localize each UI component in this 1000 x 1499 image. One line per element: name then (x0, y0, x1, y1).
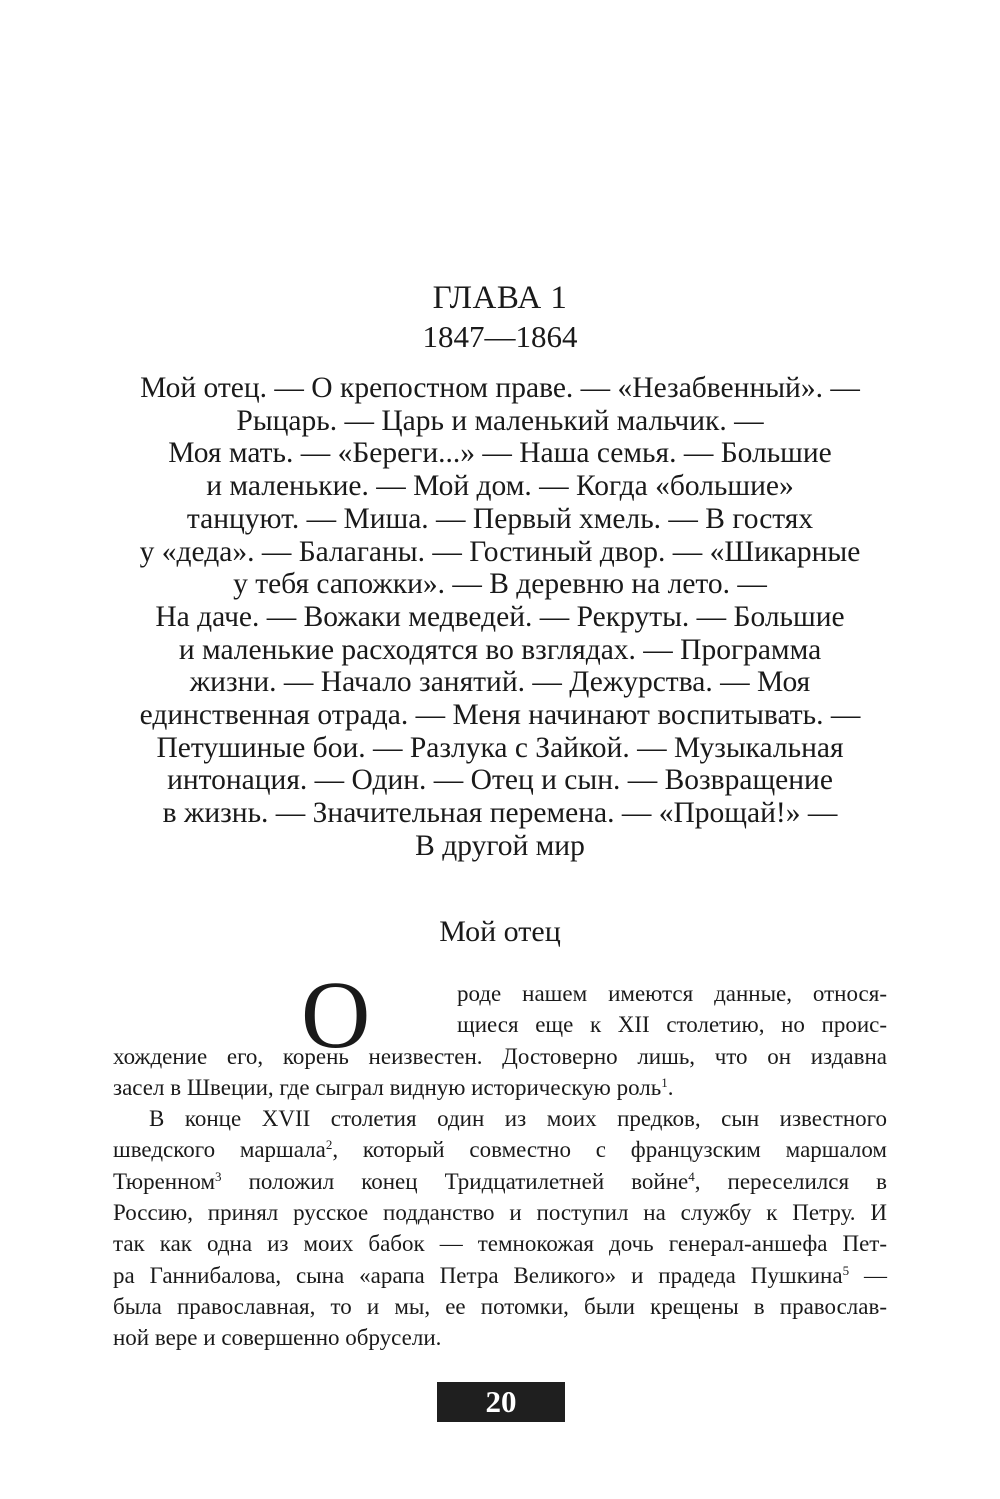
text-line: была православная, то и мы, ее потомки, были крещены в православ- (113, 1293, 887, 1319)
synopsis-line: у тебя сапожки». — В деревню на лето. — (233, 568, 767, 601)
chapter-synopsis (120, 372, 880, 863)
text-line (113, 1072, 887, 1103)
synopsis-line: На даче. — Вожаки медведей. — Рекруты. — Большие (155, 600, 845, 633)
text-fragment: засел в Швеции, где сыграл видную историческую роль (113, 1074, 662, 1100)
text-line (113, 1260, 887, 1291)
footnote-ref[interactable]: 3 (215, 1168, 222, 1184)
footnote-ref[interactable]: 2 (325, 1137, 333, 1153)
footnote-ref[interactable]: 1 (661, 1074, 668, 1090)
body-text (113, 978, 887, 1354)
synopsis-line: Моя мать. — «Береги...» — Наша семья. — Большие (168, 437, 832, 470)
text-line: так как одна из моих бабок — темнокожая дочь генерал-аншефа Пет- (113, 1231, 887, 1257)
footnote-ref[interactable]: 5 (842, 1262, 850, 1278)
synopsis-line: жизни. — Начало занятий. — Дежурства. — Моя (189, 666, 811, 699)
section-title: Мой отец (439, 915, 561, 948)
synopsis-line: Мой отец. — О крепостном праве. — «Незабвенный». — (140, 372, 860, 404)
footnote-ref[interactable]: 4 (688, 1168, 695, 1184)
text-line (113, 1166, 887, 1197)
text-fragment: , который совместно с французским маршалом (332, 1137, 887, 1163)
text-line: Россию, принял русское подданство и поступил на службу к Петру. И (113, 1200, 887, 1226)
text-line: В конце XVII столетия один из моих предков, сын известного (149, 1106, 887, 1132)
chapter-years: 1847—1864 (422, 319, 578, 354)
synopsis-line: и маленькие. — Мой дом. — Когда «большие» (206, 470, 794, 503)
paragraph-1 (113, 978, 887, 1103)
chapter-title: ГЛАВА 1 (432, 280, 568, 316)
synopsis-line: в жизнь. — Значительная перемена. — «Прощай!» — (162, 797, 838, 830)
text-fragment: , переселился в (694, 1168, 887, 1194)
text-line: хождение его, корень неизвестен. Достоверно лишь, что он издавна (113, 1043, 887, 1069)
synopsis-line: и маленькие расходятся во взглядах. — Программа (178, 633, 822, 666)
text-line: ной вере и совершенно обрусели. (113, 1325, 442, 1351)
text-fragment: Тюренном (113, 1168, 216, 1194)
synopsis-line: Петушиные бои. — Разлука с Зайкой. — Музыкальная (156, 731, 844, 764)
text-fragment: положил конец Тридцатилетней войне (221, 1168, 689, 1194)
page-number: 20 (437, 1382, 565, 1422)
text-line (113, 1134, 887, 1165)
synopsis-line: танцуют. — Миша. — Первый хмель. — В гостях (186, 502, 814, 535)
synopsis-line: Рыцарь. — Царь и маленький мальчик. — (236, 404, 764, 437)
text-fragment: шведского маршала (113, 1137, 326, 1163)
text-line: роде нашем имеются данные, относя- (457, 981, 887, 1006)
drop-cap: О (301, 961, 371, 1068)
synopsis-line: единственная отрада. — Меня начинают воспитывать. — (139, 699, 861, 732)
text-line: щиеся еще к XII столетию, но проис- (457, 1012, 887, 1038)
synopsis-line: интонация. — Один. — Отец и сын. — Возвращение (167, 764, 833, 797)
text-fragment: ра Ганнибалова, сына «арапа Петра Великого» и прадеда Пушкина (113, 1262, 843, 1288)
text-fragment: . (667, 1074, 674, 1100)
paragraph-2 (113, 1103, 887, 1353)
synopsis-line: В другой мир (415, 829, 585, 862)
synopsis-line: у «деда». — Балаганы. — Гостиный двор. — «Шикарные (139, 535, 861, 568)
text-fragment: — (849, 1262, 887, 1288)
